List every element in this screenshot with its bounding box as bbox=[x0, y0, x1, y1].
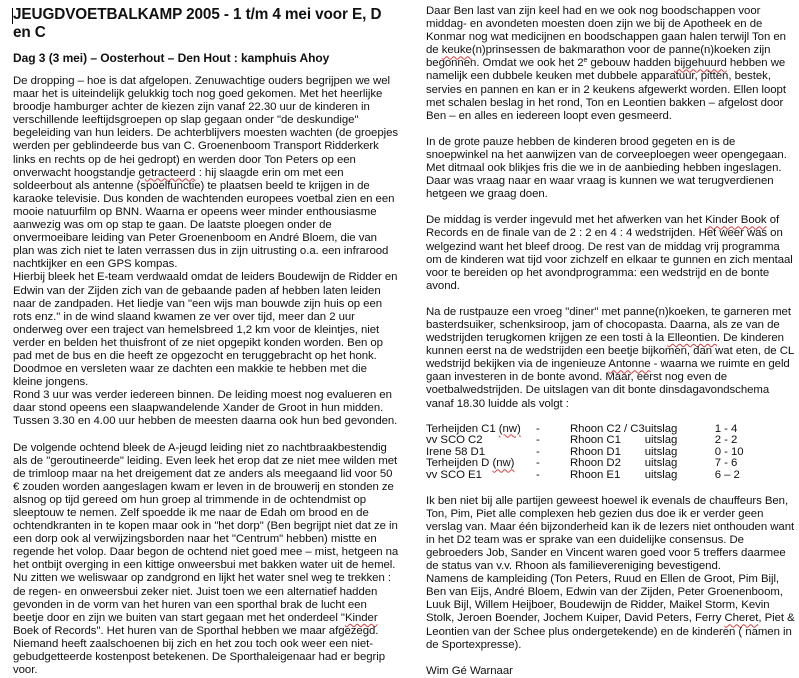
score: 7 - 6 bbox=[714, 457, 738, 470]
spellcheck-word[interactable]: keuke bbox=[441, 44, 472, 57]
text-run: De volgende ochtend bleek de A-jeugd leiding niet zo nachtbraakbestendig als de "geroutineerde" leiding. Even leek het erop dat ze niet mee wilden met de trimloop maar na het dreigement dat ze anders als meegaand lid voor 50 € zouden worden aangeslagen kwam er leven in de brouwerij en stonden ze alsnog op tijd gereed om hun groep al trimmende in de ochtendmist op sleeptouw te nemen. Zelf spoedde ik me naar de Edah om brood en de ochtendkranten in te kopen maar ook in "het dorp" (Ben begrijpt niet dat ze in een dorp ook al verwijzingsborden naar het "Centrum" hebben) mistte en regende het volop. Daar begon de ochtend niet goed mee – mist, hetgeen na het ontbijt overging in een kittige onweersbui met bakken water uit de hemel. Nu zitten we weliswaar op zandgrond en lijkt het water snel weg te trekken : de regen- en onweersbui zeker niet. Juist toen we een alternatief hadden gevonden in de vorm van het huren van een sporthal brak de lucht een beetje door en zijn we buiten van start gegaan met het onderdeel " bbox=[13, 441, 399, 624]
spellcheck-word[interactable]: Antonne bbox=[608, 358, 651, 371]
text-run: (n)prinsessen de bakmarathon voor de panne(n)koeken zijn begonnen. Omdat we ook het 2 bbox=[426, 44, 771, 70]
results-table bbox=[426, 424, 775, 482]
spellcheck-word[interactable]: Kinder bbox=[344, 611, 378, 624]
away-team: Rhoon E1 bbox=[570, 469, 621, 481]
text-run: Namens de kampleiding (Ton Peters, Ruud en Ellen de Groot, Pim Bijl, Ben van Eijs, André Bloem, Edwin van der Zijden, Peter Groenenboom, Luuk Bijl, Willem Heijboer, Boudewijn de Ridder, Maikel Storm, Kevin Stolk, Jeroen Boender, Jochem Kuiper, David Peters, Ferry bbox=[426, 573, 783, 625]
spellcheck-word[interactable]: bijgehuurd bbox=[674, 57, 727, 70]
away-team: Rhoon C2 / C3 bbox=[570, 422, 645, 435]
text-run: Boek of Records". Het huren van de Sporthal hebben we maar afgezegd. Niemand heeft zaalschoenen bij zich en het zou toch ook weer een niet-gebudgetteerde kostenpost betekenen. De Sporthaleigenaar had er begrip voor. bbox=[13, 624, 386, 677]
document-subtitle: Dag 3 (3 mei) – Oosterhout – Den Hout : kamphuis Ahoy bbox=[13, 51, 330, 65]
home-team: Terheijden C1 (nw) bbox=[426, 422, 521, 435]
paragraph-volgende-ochtend bbox=[13, 442, 399, 678]
paragraph-grote-pauze: In de grote pauze hebben de kinderen brood gegeten en is de snoepwinkel na het aanwijzen van de corveeploegen weer opengegaan. Met ditmaal ook blikjes fris die we in de aanbieding hebben ingeslagen. Daar was vraag naar en waar vraag is kunnen we wat terugverdienen hetgeen we graag doen. bbox=[426, 135, 787, 201]
text-run: De middag is verder ingevuld met het afwerken van het bbox=[426, 214, 706, 227]
separator: - bbox=[536, 434, 540, 447]
paragraph-kampleiding bbox=[426, 573, 798, 652]
text-run: gebouw hadden bbox=[587, 57, 675, 70]
away-team: Rhoon C1 bbox=[570, 434, 621, 447]
away-team: Rhoon D1 bbox=[570, 445, 621, 458]
away-team: Rhoon D2 bbox=[570, 457, 621, 470]
paragraph-e-team: Hierbij bleek het E-team verdwaald omdat de leiders Boudewijn de Ridder en Edwin van der Zijden zich van de gebaande paden af hebben laten leiden naar de zandpaden. Het liedje van "een wijs man bouwde zijn huis op een rots enz." in de wind slaand kwamen ze ver over tijd, meer dan 2 uur onderweg over een traject van hemelsbreed 1,2 km voor de kleintjes, niet verder en belden het thuisfront of ze niet opgepikt konden worden. Ben op pad met de bus en die heeft ze opgezocht en teruggebracht op het honk. Doodmoe en versleten waar ze dachten een makkie te hebben met die kleine jongens. bbox=[13, 271, 398, 389]
paragraph-partijen: Ik ben niet bij alle partijen geweest hoewel ik evenals de chauffeurs Ben, Ton, Pim, Piet alle complexen heb gezien dus doe ik er verder geen verslag van. Maar één bijzonderheid kan ik de lezers niet onthouden want in het D2 team was er sprake van een duidelijke consensus. De gebroeders Job, Sander en Vincent waren goed voor 5 treffers daarmee de status van v.v. Rhoon als familievereniging bevestigend. bbox=[426, 494, 795, 573]
score: 6 – 2 bbox=[714, 469, 740, 481]
result-label: uitslag bbox=[644, 457, 678, 470]
text-run: , Piet & Leontien van der Schee plus ondergetekende) en de kinderen ( namen in de Sportexpresse). bbox=[426, 612, 795, 651]
text-run: . De kinderen kunnen eerst na de wedstrijden een beetje bijkomen, dan wat eten, de CL wedstrijd bekijken via de ingenieuze bbox=[426, 332, 794, 371]
spellcheck-word[interactable]: Kinder Book bbox=[705, 214, 767, 227]
separator: - bbox=[536, 445, 540, 458]
signature: Wim Gé Warnaar bbox=[426, 664, 513, 677]
result-label: uitslag bbox=[644, 434, 678, 447]
result-label: uitslag bbox=[644, 422, 678, 435]
right-column bbox=[426, 5, 798, 678]
spellcheck-word[interactable]: (nw) bbox=[498, 422, 521, 435]
spellcheck-word[interactable]: (nw) bbox=[492, 457, 515, 470]
separator: - bbox=[536, 422, 540, 435]
spellcheck-word[interactable]: Cheret bbox=[724, 612, 759, 625]
text-run: : hij slaagde erin om met een soldeerbout als antenne (spoelfunctie) te plaatsen beeld te krijgen in de karaoke televisie. Dus konden de wachtenden europees voetbal zien en een mooie natuurfilm op BNN. Waarna er opeens weer minder enthousiasme aanwezig was om op stap te gaan. De laatste ploegen onder de onvermoeibare leiding van Peter Groenenboom en André Bloem, die van plan was zich niet te laten verrassen dus in zijn uitrusting o.a. een infrarood nachtkijker en een GPS kompas. bbox=[13, 166, 395, 271]
result-label: uitslag bbox=[644, 445, 678, 458]
spellcheck-word[interactable]: Elleontien bbox=[667, 332, 717, 345]
text-run: Daar Ben last van zijn keel had en we ook nog boodschappen voor middag- en avondeten moesten doen zijn we bij de Apotheek en de Konmar nog wat medicijnen en boodschappen gaan halen terwijl Ton en de bbox=[426, 5, 786, 57]
spellcheck-word[interactable]: getracteerd bbox=[138, 166, 196, 179]
result-label: uitslag bbox=[644, 469, 678, 481]
paragraph-middag bbox=[426, 214, 798, 293]
score: 0 - 10 bbox=[714, 445, 744, 458]
table-row bbox=[426, 470, 775, 482]
text-run: of Records en de finale van de 2 : 2 en 4 : 4 wedstrijden. Het weer was on welgezind want het bleef droog. De rest van de middag vrij programma om de kinderen wat tijd voor zichzelf en elkaar te gunnen en zich mentaal voor te bereiden op het avondprogramma: een wedstrijd en de bonte avond. bbox=[426, 214, 793, 292]
home-team: vv SCO E1 bbox=[426, 469, 482, 481]
document-title: JEUGDVOETBALKAMP 2005 - 1 t/m 4 mei voor E, D en C bbox=[13, 6, 382, 41]
score: 1 - 4 bbox=[714, 422, 738, 435]
home-team: Terheijden D (nw) bbox=[426, 457, 515, 470]
home-team: vv SCO C2 bbox=[426, 434, 483, 447]
text-run: - waarna we ruimte en geld gaan investeren in de bonte avond. Maar, eerst nog even de voetbalwedstrijden. De uitslagen van dit bonte dinsdagavondschema vanaf 18.30 luidde als volgt : bbox=[426, 358, 790, 410]
home-team: Irene 58 D1 bbox=[426, 445, 485, 458]
left-column bbox=[13, 0, 399, 677]
separator: - bbox=[536, 457, 540, 470]
text-run: Na de rustpauze een vroeg "diner" met panne(n)koeken, te garneren met basterdsuiker, schenksiroop, jam of chocopasta. Daarna, als ze van de wedstrijden terugkomen krijgen ze een tosti à la bbox=[426, 305, 791, 345]
superscript: e bbox=[583, 57, 588, 65]
text-run: hebben we namelijk een dubbele keuken met dubbele apparatuur, pitten, bestek, servies en pannen en kan er in 2 keukens afgewerkt worden. Ellen loopt met schalen beslag in het rond, Ton en Leontien bakken – afgelost door Ben – en alles en iedereen loopt even gesmeerd. bbox=[426, 57, 786, 122]
paragraph-rond-3-uur: Rond 3 uur was verder iedereen binnen. De leiding moest nog evalueren en daar stond opeens een slaapwandelende Xander de Groot in hun midden. Tussen 3.30 en 4.00 uur hebben de meesten daarna ook hun bed gevonden. bbox=[13, 389, 398, 428]
separator: - bbox=[536, 469, 540, 481]
paragraph-rustpauze bbox=[426, 306, 798, 411]
text-run: De dropping – hoe is dat afgelopen. Zenuwachtige ouders begrijpen we wel maar het is uiteindelijk gelukkig toch nog goed gekomen. Met het heerlijke broodje hamburger achter de kiezen zijn vanaf 22.30 uur de kinderen in verschillende leeftijdsgroepen op slap gegaan onder "de deskundige" begeleiding van hun leiders. De achterblijvers moesten wachten (de groepjes werden per geblindeerde bus van C. Groenenboom Transport Ridderkerk links en rechts op de hei gedropt) en werden door Ton Peters op een onverwacht hoogstandje bbox=[13, 75, 399, 179]
paragraph-boodschappen bbox=[426, 5, 798, 123]
score: 2 - 2 bbox=[714, 434, 738, 447]
paragraph-dropping bbox=[13, 75, 399, 271]
